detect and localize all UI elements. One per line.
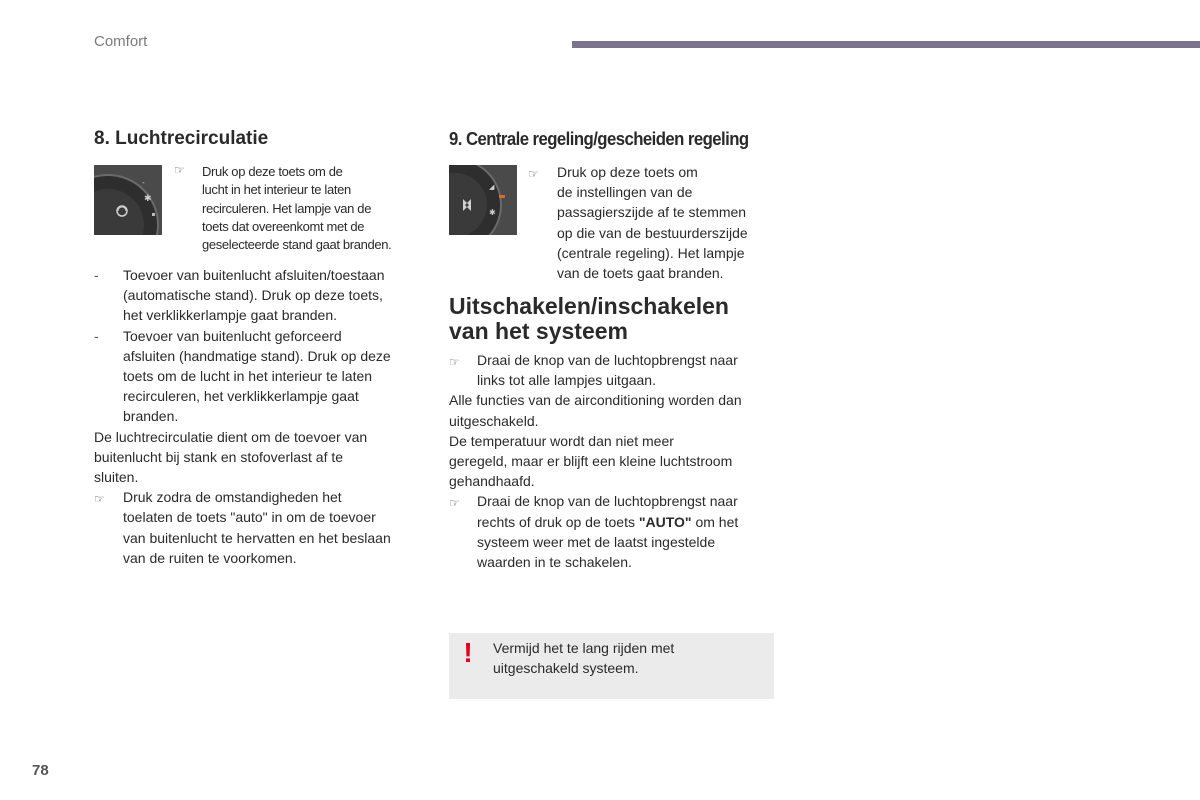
text-line: uitgeschakeld systeem.: [493, 660, 639, 677]
text-line: uitgeschakeld.: [449, 412, 539, 429]
text-line: Toevoer van buitenlucht afsluiten/toestaan: [123, 267, 385, 283]
text-line: systeem weer met de laatst ingestelde: [477, 533, 716, 550]
dash-marker: -: [94, 267, 99, 283]
text-line: buitenlucht bij stank en stofoverlast af te: [94, 448, 344, 465]
list-item: [94, 265, 434, 326]
header-accent-bar: [572, 41, 1200, 48]
text-line: toelaten de toets "auto" in om de toevoer: [123, 509, 376, 526]
svg-text:-: -: [142, 178, 145, 187]
heading-system-on-off: [449, 294, 779, 344]
text-line: de instellingen van de: [557, 184, 693, 201]
paragraph: [94, 427, 434, 488]
text-line: van de toets gaat branden.: [557, 265, 724, 282]
text-line: sluiten.: [94, 469, 139, 485]
hand-pointer-icon: ☞: [528, 167, 539, 181]
text-line: op die van de bestuurderszijde: [557, 224, 748, 241]
central-control-image: [449, 165, 517, 235]
text-line: toets dat overeenkomt met de: [202, 218, 365, 234]
text-line: passagierszijde af te stemmen: [557, 204, 747, 221]
text-line: Druk op deze toets om de: [202, 164, 343, 179]
text-line: afsluiten (handmatige stand). Druk op deze: [123, 347, 391, 364]
text-line: recirculeren, het verklikkerlampje gaat: [123, 388, 359, 405]
page-number: 78: [32, 762, 49, 779]
list-item: [94, 487, 434, 568]
dash-marker: -: [94, 327, 99, 344]
hand-pointer-icon: ☞: [449, 496, 460, 511]
hand-pointer-icon: ☞: [449, 355, 460, 369]
auto-key-label: "AUTO": [638, 513, 692, 530]
warning-icon: !: [463, 637, 473, 668]
text-line: (automatische stand). Druk op deze toets,: [123, 287, 383, 304]
section-label: Comfort: [94, 33, 148, 50]
text-line: toets om de lucht in het interieur te laten: [123, 368, 373, 384]
right-body: [449, 350, 779, 572]
text-segment: om het: [691, 513, 739, 530]
paragraph: [449, 431, 779, 492]
list-item: [449, 491, 779, 572]
heading-line: van het systeem: [449, 318, 628, 344]
list-item: [449, 350, 779, 390]
heading-line: Uitschakelen/inschakelen: [449, 293, 729, 319]
svg-text:✱: ✱: [489, 208, 496, 217]
text-line: geselecteerde stand gaat branden.: [202, 237, 392, 253]
svg-text:✱: ✱: [144, 193, 152, 203]
text-line: het verklikkerlampje gaat branden.: [123, 307, 338, 324]
text-line: Vermijd het te lang rijden met: [493, 640, 675, 656]
hand-pointer-icon: ☞: [94, 492, 105, 507]
warning-text: [493, 638, 763, 678]
hand-pointer-icon: ☞: [174, 163, 185, 177]
text-line: [477, 512, 777, 532]
text-line: van buitenlucht te hervatten en het beslaan: [123, 529, 391, 546]
text-line: links tot alle lampjes uitgaan.: [477, 372, 656, 389]
text-line: (centrale regeling). Het lampje: [557, 244, 745, 261]
text-line: recirculeren. Het lampje van de: [202, 200, 372, 216]
text-line: Alle functies van de airconditioning worden dan: [449, 392, 742, 409]
text-line: branden.: [123, 408, 179, 425]
text-segment: rechts of druk op de toets: [477, 513, 639, 530]
list-item: [94, 326, 434, 427]
text-line: Druk op deze toets om: [557, 164, 698, 180]
paragraph: [449, 390, 779, 430]
text-line: Druk zodra de omstandigheden het: [123, 489, 342, 506]
text-line: Draai de knop van de luchtopbrengst naar: [477, 493, 738, 510]
text-line: Toevoer van buitenlucht geforceerd: [123, 327, 342, 344]
text-line: Draai de knop van de luchtopbrengst naar: [477, 352, 738, 368]
heading-central-control: 9. Centrale regeling/gescheiden regeling: [449, 129, 749, 149]
recirculation-control-image: [94, 165, 162, 235]
heading-air-recirculation: 8. Luchtrecirculatie: [94, 128, 269, 149]
left-body: [94, 265, 434, 568]
text-line: De temperatuur wordt dan niet meer: [449, 432, 674, 449]
text-line: van de ruiten te voorkomen.: [123, 549, 297, 566]
text-line: De luchtrecirculatie dient om de toevoer van: [94, 428, 368, 445]
text-line: gehandhaafd.: [449, 473, 535, 490]
text-line: lucht in het interieur te laten: [202, 182, 351, 198]
text-line: geregeld, maar er blijft een kleine luchtstroom: [449, 453, 733, 469]
text-line: waarden in te schakelen.: [477, 554, 632, 571]
svg-text:◢: ◢: [489, 184, 495, 191]
